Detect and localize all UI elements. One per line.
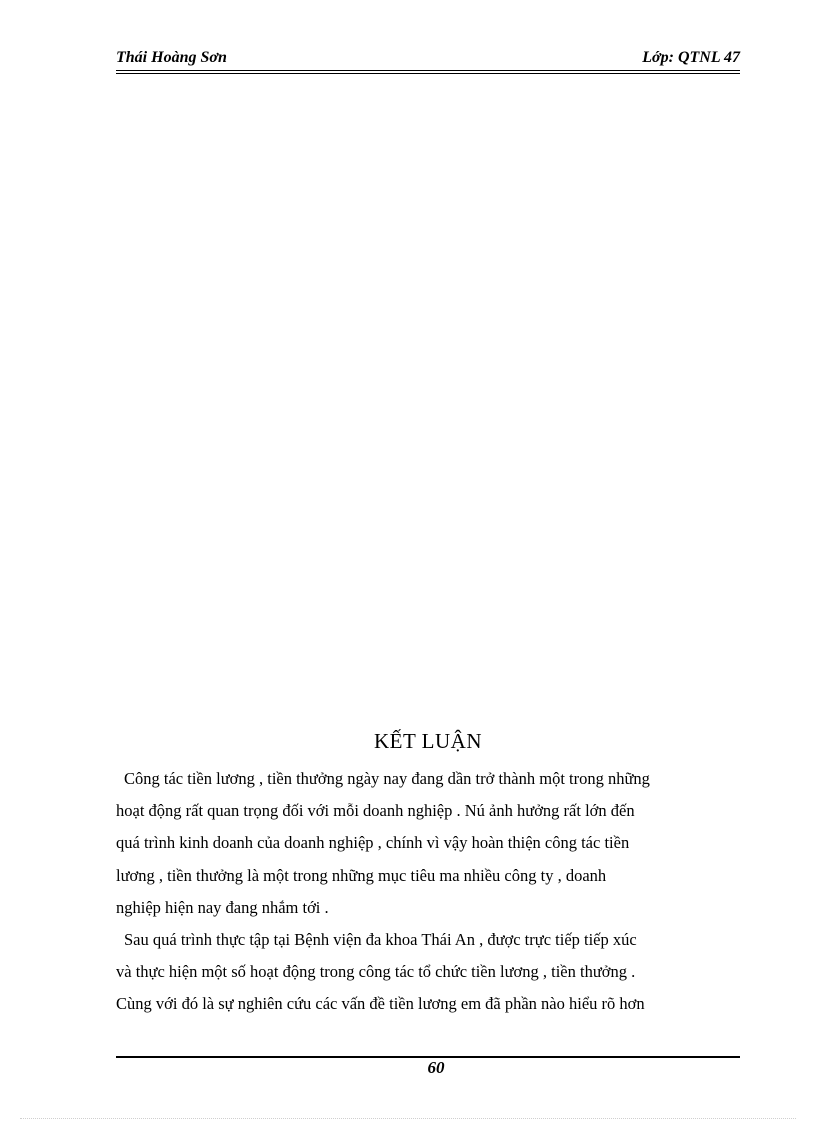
header-rule-secondary [116,73,740,74]
body-line: lương , tiền thưởng là một trong những mục tiêu ma nhiều công ty , doanh [116,865,607,885]
page-bottom-edge [20,1118,796,1119]
body-line: Công tác tiền lương , tiền thưởng ngày nay đang dần trở thành một trong những [124,769,650,788]
body-text [116,763,744,1021]
body-line: quá trình kinh doanh của doanh nghiệp , chính vì vậy hoàn thiện công tác tiền [116,833,630,853]
header-author: Thái Hoàng Sơn [116,49,227,66]
section-title: KẾT LUẬN [373,729,482,753]
body-line: nghiệp hiện nay đang nhắm tới . [116,897,329,917]
body-line: và thực hiện một số hoạt động trong công tác tổ chức tiền lương , tiền thưởng . [116,962,636,982]
header-class: Lớp: QTNL 47 [642,49,740,66]
page-number: 60 [427,1058,445,1077]
body-line: Sau quá trình thực tập tại Bệnh viện đa khoa Thái An , được trực tiếp tiếp xúc [124,929,637,949]
body-line: hoạt động rất quan trọng đối với mỗi doanh nghiệp . Nú ảnh hưởng rất lớn đến [116,801,635,821]
header-rule [116,70,740,71]
body-line: Cùng với đó là sự nghiên cứu các vấn đề tiền lương em đã phần nào hiểu rõ hơn [116,994,645,1014]
page-header [116,49,740,71]
